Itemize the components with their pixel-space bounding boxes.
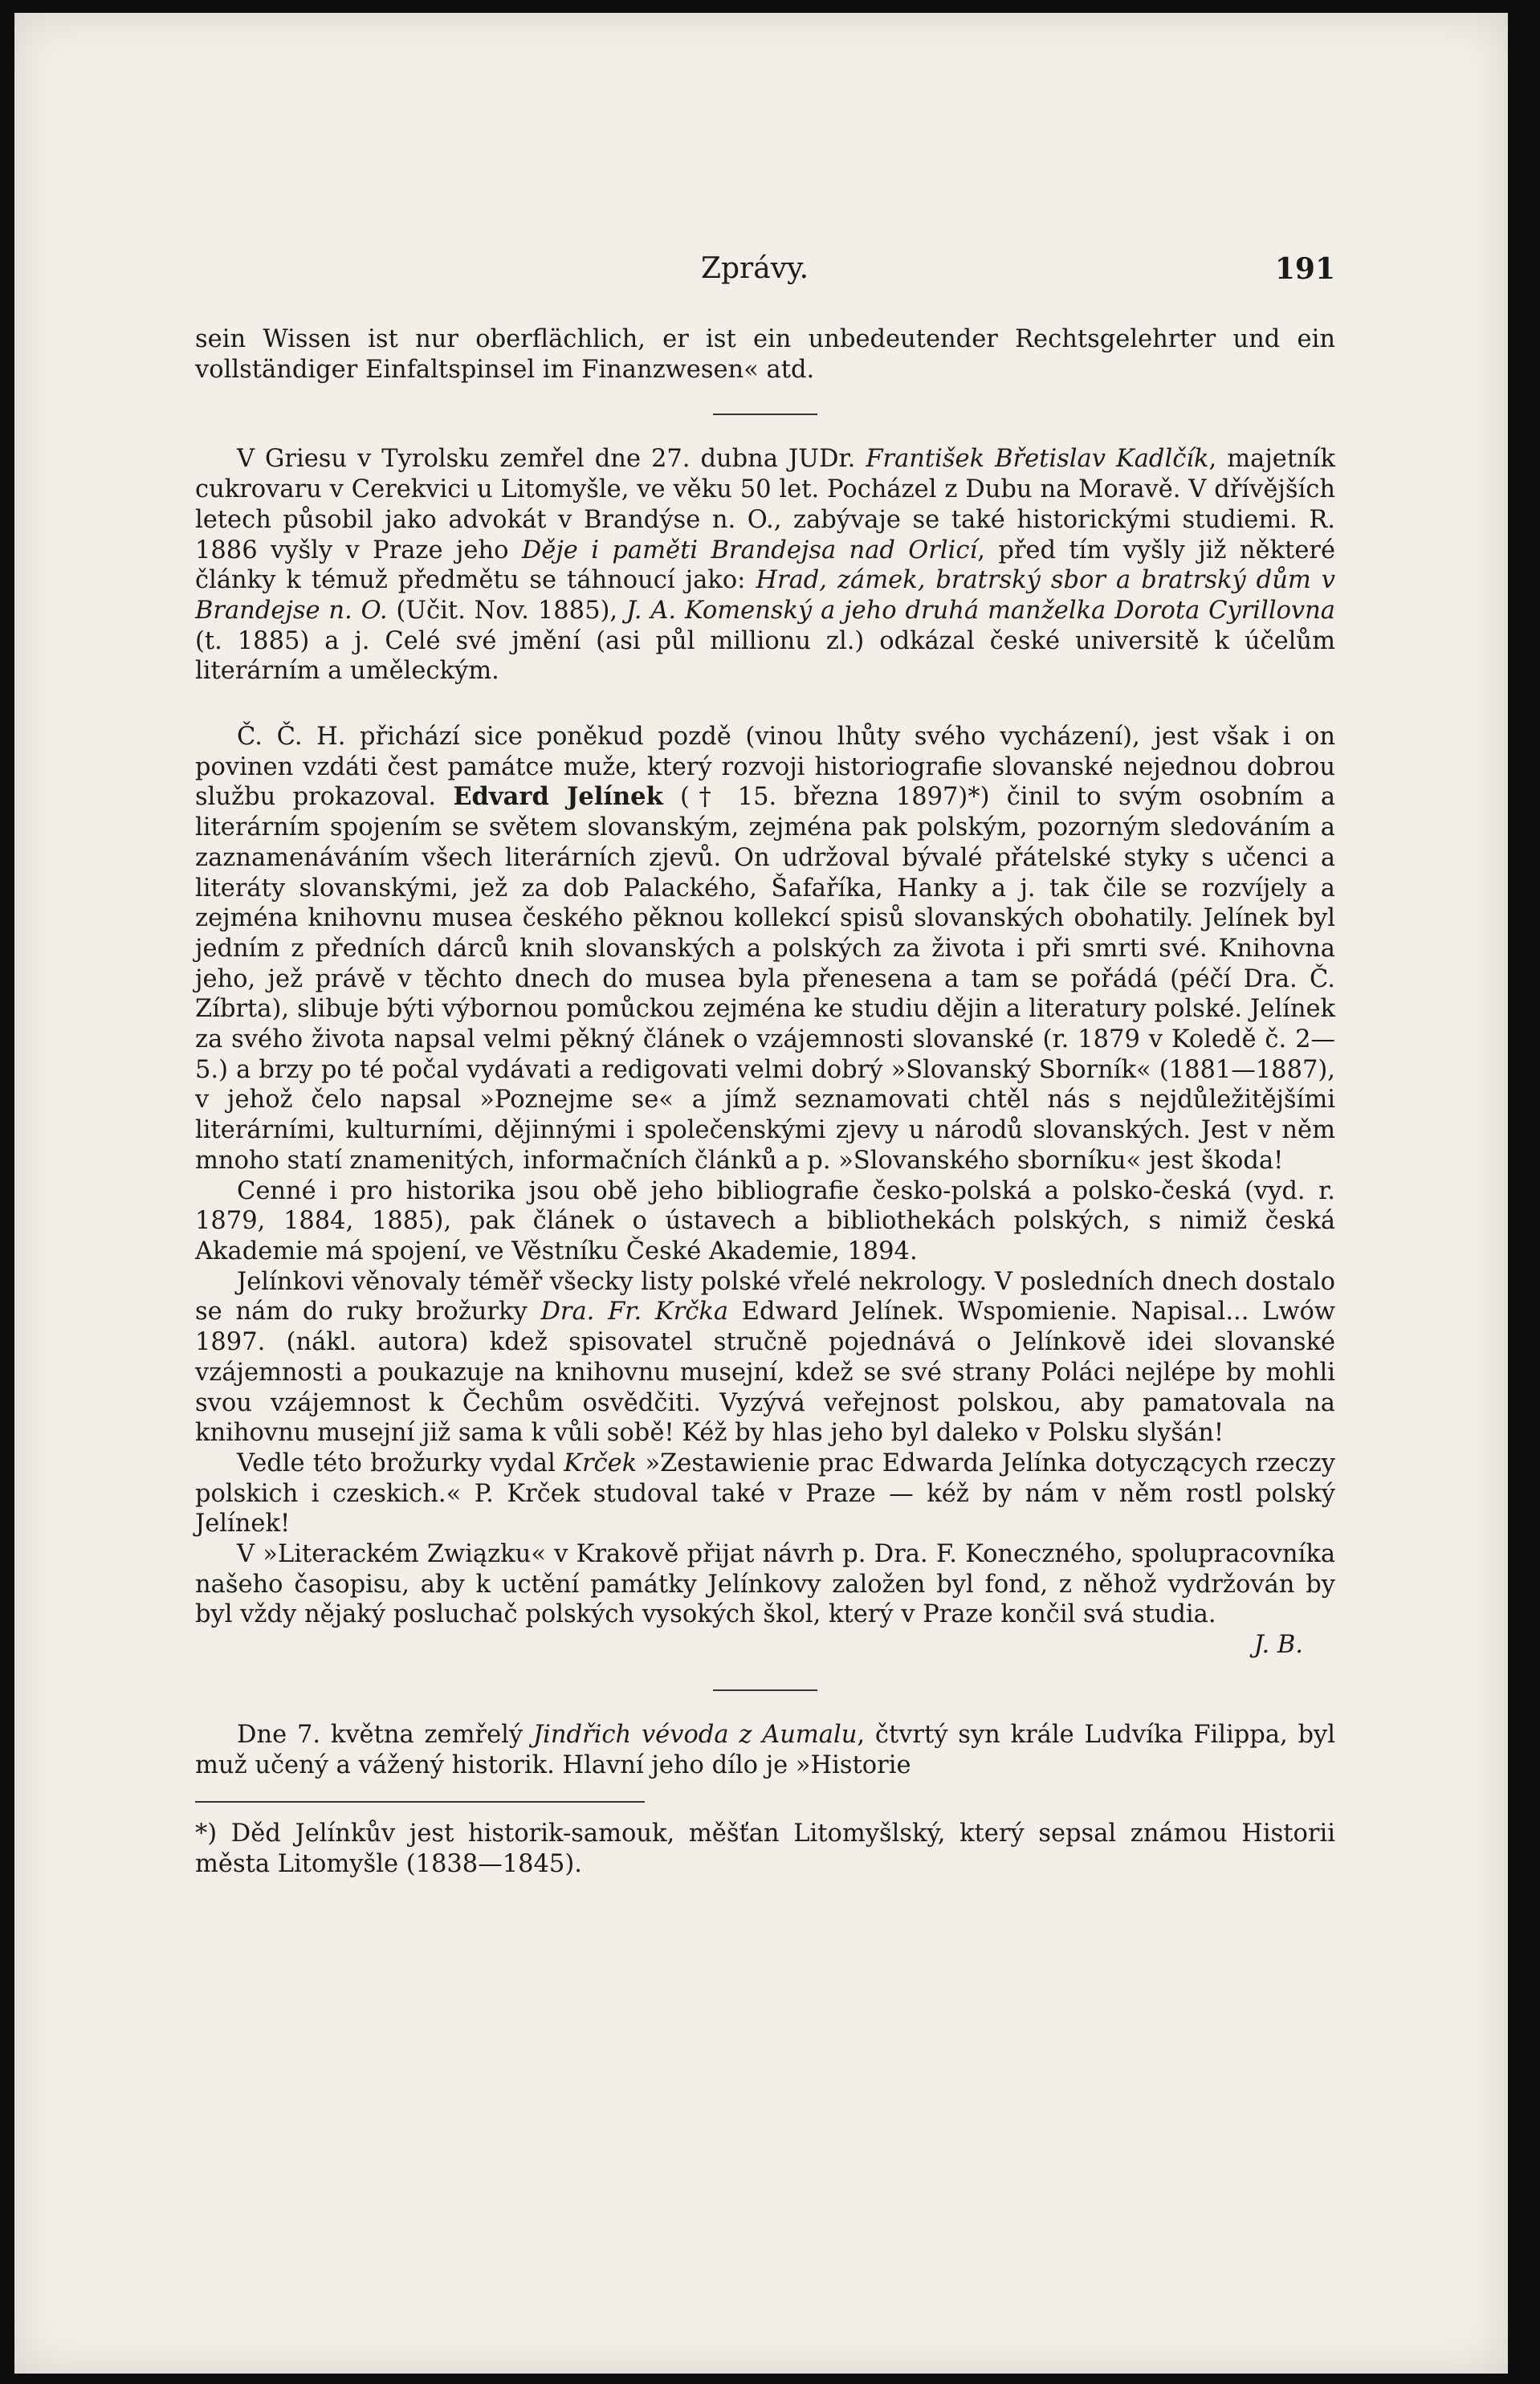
work-title: J. A. Komenský a jeho druhá manželka Dorota Cyrillovna [625, 596, 1335, 625]
paragraph-kadlcik: V Griesu v Tyrolsku zemřel dne 27. dubna JUDr. František Břetislav Kadlčík, majetník cukrovaru v Cerekvici u Litomyšle, ve věku 50 let. Pocházel z Dubu na Moravě. V dřívějších letech působil jako advokát v Brandýse n. O., zabývaje se také historickými studiemi. R. 1886 vyšly v Praze jeho Děje i paměti Brandejsa nad Orlicí, před tím vyšly již některé články k témuž předmětu se táhnoucí jako: Hrad, zámek, bratrský sbor a bratrský dům v Brandejse n. O. (Učit. Nov. 1885), J. A. Komenský a jeho druhá manželka Dorota Cyrillovna (t. 1885) a j. Celé své jmění (asi půl millionu zl.) odkázal české universitě k účelům literárním a uměleckým. [195, 445, 1336, 686]
paragraph-nekrology: Jelínkovi věnovaly téměř všecky listy polské vřelé nekrology. V posledních dnech dostalo se nám do ruky brožurky Dra. Fr. Krčka Edward Jelínek. Wspomienie. Napisal... Lwów 1897. (nákl. autora) kdež spisovatel stručně pojednává o Jelínkově idei slovanské vzájemnosti a poukazuje na knihovnu musejní, kdež se své strany Poláci nejlépe by mohli svou vzájemnost k Čechům osvědčiti. Vyzývá veřejnost polskou, aby pamatovala na knihovnu musejní již sama k vůli sobě! Kéž by hlas jeho byl daleko v Polsku slyšán! [195, 1267, 1336, 1448]
paragraph-bibliografie: Cenné i pro historika jsou obě jeho bibliografie česko-polská a polsko-česká (vyd. r. 1879, 1884, 1885), pak článek o ústavech a bibliothekách polských, s nimiž česká Akademie má spojení, ve Věstníku České Akademie, 1894. [195, 1176, 1335, 1265]
footnote: *) Děd Jelínkův jest historik-samouk, měšťan Litomyšlský, který sepsal známou Historii města Litomyšle (1838—1845). [195, 1820, 1335, 1878]
person-name: Jindřich vévoda z Aumalu [532, 1720, 858, 1749]
signature: J. B. [1253, 1631, 1303, 1660]
paragraph-fond: V »Literackém Związku« v Krakově přijat návrh p. Dra. F. Koneczného, spolupracovníka našeho časopisu, aby k uctění památky Jelínkovy založen byl fond, z něhož vydržován by byl vždy nějaký posluchač polských vysokých škol, který v Praze končil svá studia. J. B. [195, 1540, 1335, 1660]
work-title: Děje i paměti Brandejsa nad Orlicí [521, 536, 978, 564]
person-name: František Břetislav Kadlčík [866, 445, 1209, 474]
article-body [195, 324, 1335, 1880]
page-number: 191 [1274, 252, 1335, 286]
page-header [195, 252, 1335, 292]
running-title: Zprávy. [701, 252, 809, 285]
paragraph-jelinek: Č. Č. H. přichází sice poněkud pozdě (vinou lhůty svého vycházení), jest však i on povinen vzdáti čest památce muže, který rozvoji historiografie slovanské nejednou dobrou službu prokazoval. Edvard Jelínek († 15. března 1897)*) činil to svým osobním a literárním spojením se světem slovanským, zejména pak polským, pozorným sledováním a zaznamenáváním všech literárních zjevů. On udržoval bývalé přátelské styky s učenci a literáty slovanskými, jež za dob Palackého, Šafaříka, Hanky a j. tak čile se rozvíjely a zejména knihovnu musea českého pěknou kollekcí spisů slovanských obohatily. Jelínek byl jedním z předních dárců knih slovanských a polských za života i při smrti své. Knihovna jeho, jež právě v těchto dnech do musea byla přenesena a tam se pořádá (péčí Dra. Č. Zíbrta), slibuje býti výbornou pomůckou zejména ke studiu dějin a literatury polské. Jelínek za svého života napsal velmi pěkný článek o vzájemnosti slovanské (r. 1879 v Koledě č. 2—5.) a brzy po té počal vydávati a redigovati velmi dobrý »Slovanský Sborník« (1881—1887), v jehož čelo napsal »Poznejme se« a jímž seznamovati chtěl nás s nejdůležitějšími literárními, kulturními, dějinnými i společenskými zjevy u národů slovanských. Jest v něm mnoho statí znamenitých, informačních článků a p. »Slovanského sborníku« jest škoda! [195, 723, 1335, 1175]
paragraph-aumale: Dne 7. května zemřelý Jindřich vévoda z Aumalu, čtvrtý syn krále Ludvíka Filippa, byl muž učený a vážený historik. Hlavní jeho dílo je »Historie [195, 1720, 1336, 1779]
paragraph-krcek: Vedle této brožurky vydal Krček »Zestawienie prac Edwarda Jelínka dotyczących rzeczy polskich i czeskich.« P. Krček studoval také v Praze — kéž by nám v něm rostl polský Jelínek! [195, 1449, 1335, 1538]
author-name: Krček [564, 1449, 638, 1477]
person-name: Edvard Jelínek [453, 782, 663, 812]
document-page [14, 13, 1508, 2374]
author-name: Dra. Fr. Krčka [540, 1298, 729, 1326]
work-title: Hrad, zámek, bratrský sbor a bratrský dům v Brandejse n. O. [195, 566, 1336, 625]
paragraph-continued: sein Wissen ist nur oberflächlich, er ist ein unbedeutender Rechtsgelehrter und ein vollständiger Einfaltspinsel im Finanzwesen« atd. [195, 325, 1335, 384]
footnote-rule [195, 1801, 645, 1803]
